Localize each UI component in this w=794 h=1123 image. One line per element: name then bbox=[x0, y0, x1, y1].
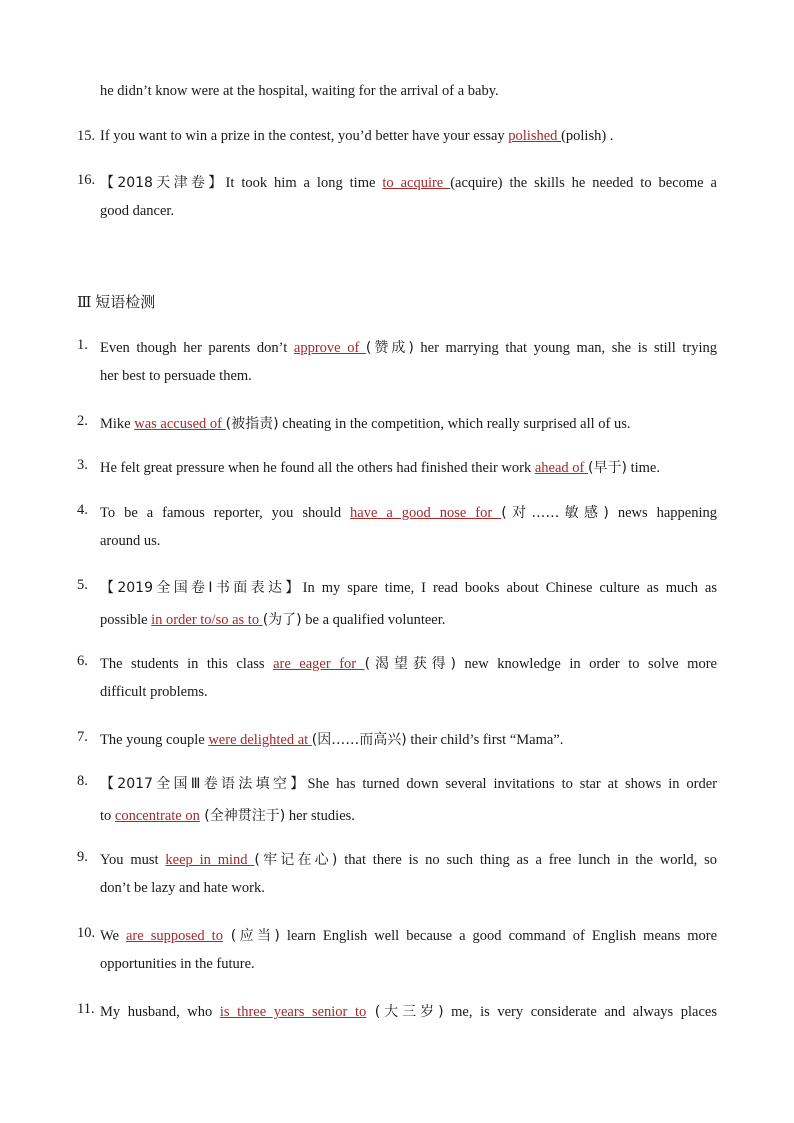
exercise-line-continued bbox=[100, 805, 717, 825]
item-number: 1. bbox=[77, 337, 88, 353]
item-number: 11. bbox=[77, 1001, 95, 1017]
item-number: 3. bbox=[77, 457, 88, 473]
source-tag: 【2019全国卷Ⅰ书面表达】 bbox=[100, 580, 303, 596]
question-text: The young couple bbox=[100, 732, 209, 748]
exercise-line-continued bbox=[100, 368, 717, 385]
question-text: To be a famous reporter, you should bbox=[100, 505, 351, 521]
item-number: 10. bbox=[77, 925, 96, 941]
question-text: possible bbox=[100, 612, 152, 628]
question-text: You must bbox=[100, 852, 166, 868]
chinese-hint: (对……敏感) bbox=[501, 505, 609, 521]
answer-text: ahead of bbox=[534, 460, 588, 476]
exercise-line bbox=[100, 729, 717, 749]
answer-text: were delighted at bbox=[208, 732, 312, 748]
question-text: their child’s first “Mama”. bbox=[406, 732, 564, 748]
exercise-line bbox=[100, 172, 717, 192]
question-text: My husband, who bbox=[100, 1004, 220, 1020]
chinese-hint: (因……而高兴) bbox=[311, 732, 407, 748]
item-number: 8. bbox=[77, 773, 88, 789]
question-text: The students in this class bbox=[100, 656, 274, 672]
exercise-line bbox=[100, 83, 717, 100]
question-text: (acquire) the skills he needed to become a bbox=[450, 175, 717, 191]
exercise-line bbox=[100, 653, 717, 673]
question-text: difficult problems. bbox=[100, 684, 208, 700]
source-tag: 【2017全国Ⅲ卷语法填空】 bbox=[100, 776, 308, 792]
exercise-line-continued bbox=[100, 533, 717, 550]
question-text: to bbox=[100, 808, 115, 824]
question-text: be a qualified volunteer. bbox=[301, 612, 446, 628]
question-text: don’t be lazy and hate work. bbox=[100, 880, 265, 896]
exercise-line bbox=[100, 413, 717, 433]
answer-text: are eager for bbox=[273, 656, 365, 672]
chinese-hint: (渴望获得) bbox=[364, 656, 457, 672]
exercise-line-continued bbox=[100, 880, 717, 897]
exercise-line bbox=[100, 337, 717, 357]
item-number: 7. bbox=[77, 729, 88, 745]
chinese-hint: (全神贯注于) bbox=[199, 808, 286, 824]
item-number: 2. bbox=[77, 413, 88, 429]
question-text: around us. bbox=[100, 533, 161, 549]
exercise-line bbox=[100, 128, 717, 145]
exercise-line bbox=[100, 849, 717, 869]
answer-text: was accused of bbox=[134, 416, 226, 432]
question-text: her studies. bbox=[285, 808, 355, 824]
question-text: He felt great pressure when he found all the others had finished their work bbox=[100, 460, 535, 476]
question-text: She has turned down several invitations to star at shows in order bbox=[307, 776, 717, 792]
item-number: 15. bbox=[77, 128, 96, 144]
chinese-hint: (应当) bbox=[222, 928, 280, 944]
item-number: 6. bbox=[77, 653, 88, 669]
chinese-hint: (大三岁) bbox=[366, 1004, 444, 1020]
answer-text: in order to/so as to bbox=[151, 612, 263, 628]
question-text: time. bbox=[626, 460, 660, 476]
question-text: that there is no such thing as a free lunch in the world, so bbox=[337, 852, 717, 868]
section-heading: Ⅲ 短语检测 bbox=[77, 295, 156, 311]
chinese-hint: (被指责) bbox=[225, 416, 279, 432]
question-text: It took him a long time bbox=[225, 175, 383, 191]
item-number: 4. bbox=[77, 502, 88, 518]
chinese-hint: (早于) bbox=[588, 460, 627, 476]
question-text: Mike bbox=[100, 416, 135, 432]
item-number: 9. bbox=[77, 849, 88, 865]
question-text: news happening bbox=[608, 505, 717, 521]
question-text: new knowledge in order to solve more bbox=[456, 656, 717, 672]
answer-text: are supposed to bbox=[125, 928, 223, 944]
exercise-line bbox=[100, 773, 717, 793]
exercise-line bbox=[100, 577, 717, 597]
exercise-line-continued bbox=[100, 684, 717, 701]
question-text: In my spare time, I read books about Chinese culture as much as bbox=[302, 580, 718, 596]
answer-text: concentrate on bbox=[114, 808, 200, 824]
answer-text: is three years senior to bbox=[219, 1004, 367, 1020]
exercise-line-continued bbox=[100, 203, 717, 220]
question-text: If you want to win a prize in the contest, you’d better have your essay bbox=[100, 128, 509, 144]
chinese-hint: (为了) bbox=[262, 612, 302, 628]
item-number: 5. bbox=[77, 577, 88, 593]
answer-text: polished bbox=[508, 128, 562, 144]
question-text: her best to persuade them. bbox=[100, 368, 252, 384]
exercise-line-continued bbox=[100, 956, 717, 973]
question-text: he didn’t know were at the hospital, waiting for the arrival of a baby. bbox=[100, 83, 499, 99]
question-text: her marrying that young man, she is still trying bbox=[413, 340, 717, 356]
question-text: cheating in the competition, which really surprised all of us. bbox=[278, 416, 631, 432]
answer-text: have a good nose for bbox=[350, 505, 502, 521]
answer-text: to acquire bbox=[382, 175, 451, 191]
question-text: me, is very considerate and always places bbox=[443, 1004, 717, 1020]
question-text: good dancer. bbox=[100, 203, 175, 219]
exercise-line bbox=[100, 457, 717, 477]
chinese-hint: (赞成) bbox=[365, 340, 414, 356]
source-tag: 【2018天津卷】 bbox=[100, 175, 226, 191]
question-text: (polish) . bbox=[561, 128, 614, 144]
exercise-line bbox=[100, 1001, 717, 1021]
question-text: We bbox=[100, 928, 126, 944]
exercise-line-continued bbox=[100, 609, 717, 629]
question-text: learn English well because a good command of English means more bbox=[279, 928, 718, 944]
question-text: opportunities in the future. bbox=[100, 956, 255, 972]
item-number: 16. bbox=[77, 172, 96, 188]
chinese-hint: (牢记在心) bbox=[254, 852, 338, 868]
exercise-line bbox=[100, 925, 717, 945]
answer-text: keep in mind bbox=[165, 852, 255, 868]
question-text: Even though her parents don’t bbox=[100, 340, 294, 356]
exercise-line bbox=[100, 502, 717, 522]
answer-text: approve of bbox=[293, 340, 366, 356]
